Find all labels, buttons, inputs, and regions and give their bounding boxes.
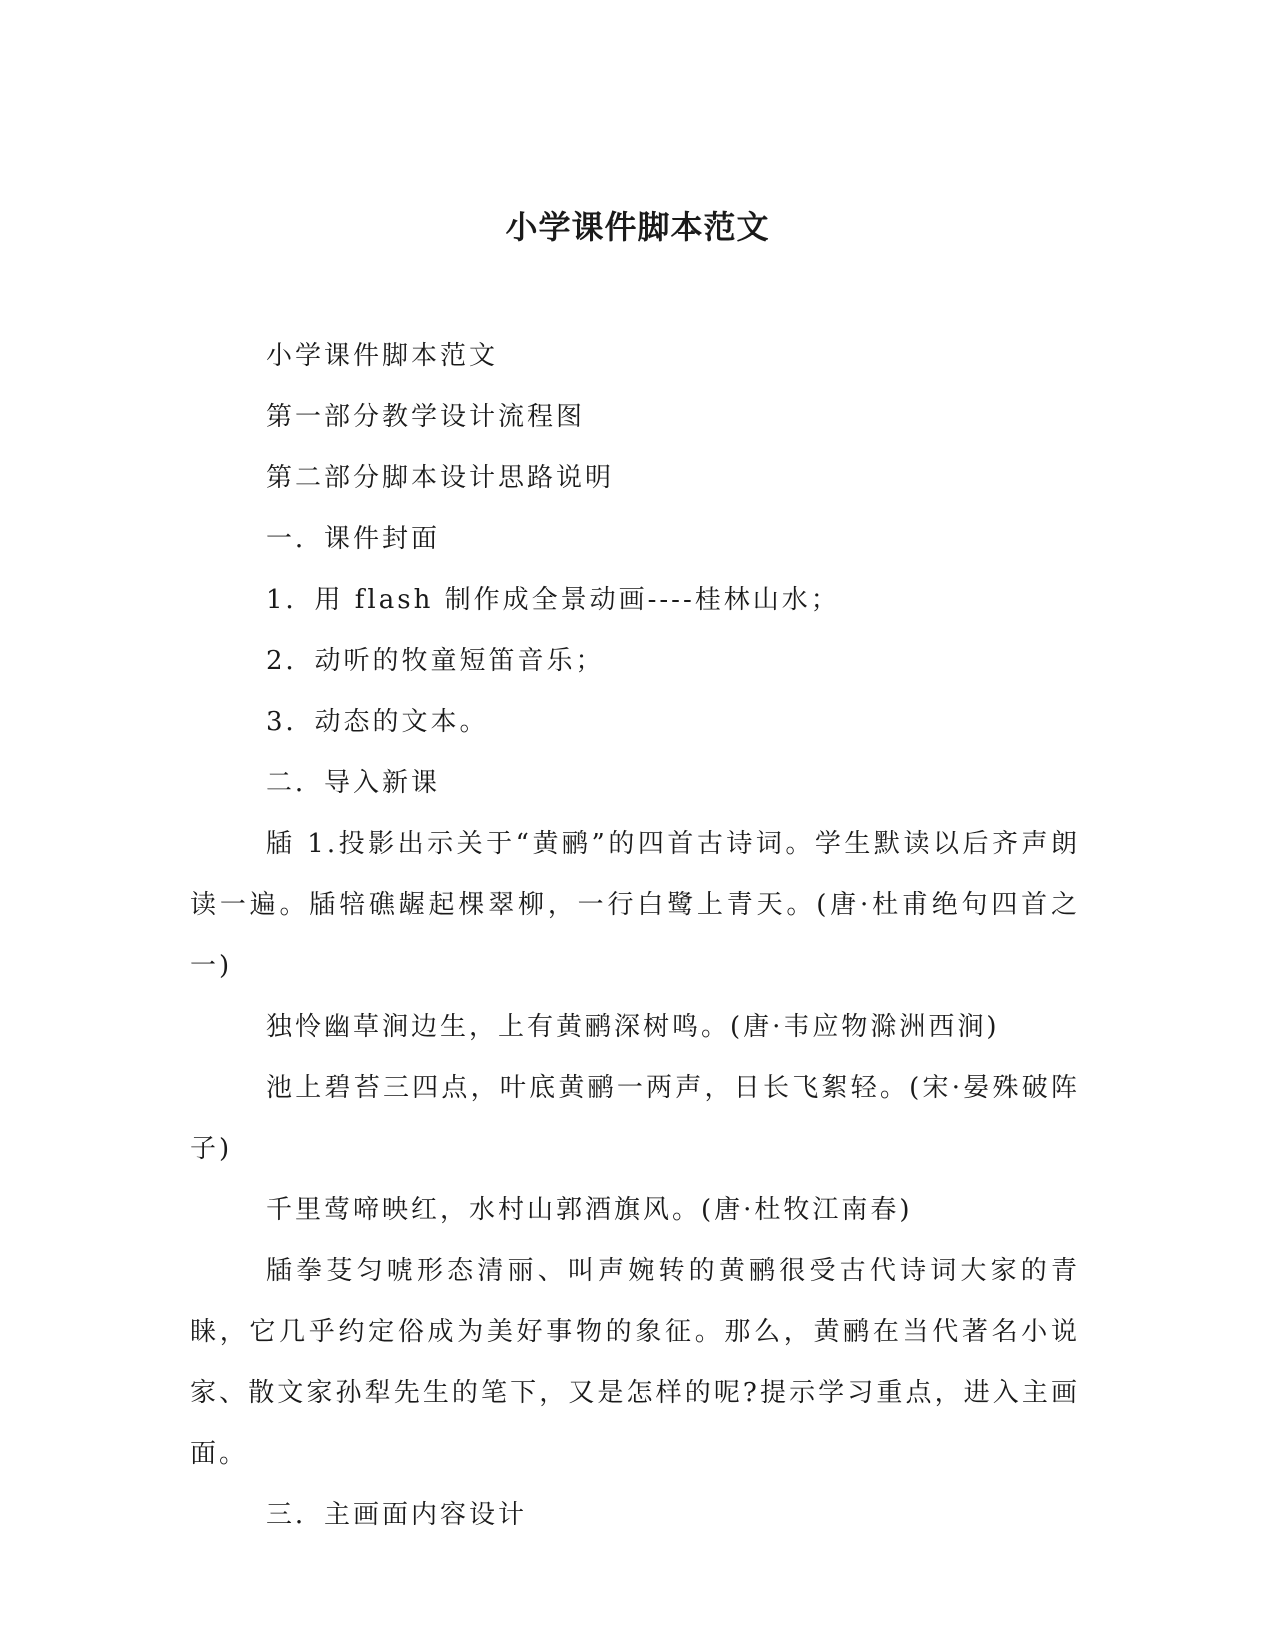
document-body xyxy=(190,326,1080,1546)
paragraph-poem-intro: 牐 1.投影出示关于“黄鹂”的四首古诗词。学生默读以后齐声朗读一遍。牐犃礁龌起棵翠柳，一行白鹭上青天。(唐·杜甫绝句四首之一) xyxy=(190,829,1080,981)
section-heading-main: 三．主画面内容设计 xyxy=(266,1500,528,1530)
paragraph-summary: 牐拳芟匀唬形态清丽、叫声婉转的黄鹂很受古代诗词大家的青睐，它几乎约定俗成为美好事物的象征。那么，黄鹂在当代著名小说家、散文家孙犁先生的笔下，又是怎样的呢?提示学习重点，进入主画面。 xyxy=(190,1256,1080,1469)
paragraph-part-two: 第二部分脚本设计思路说明 xyxy=(266,463,615,493)
page-title: 小学课件脚本范文 xyxy=(505,208,770,246)
list-item-3: 3．动态的文本。 xyxy=(266,707,489,737)
paragraph-poem-4: 千里莺啼映红，水村山郭酒旗风。(唐·杜牧江南春) xyxy=(266,1195,913,1225)
paragraph-part-one: 第一部分教学设计流程图 xyxy=(266,402,586,432)
paragraph-poem-2: 独怜幽草涧边生，上有黄鹂深树鸣。(唐·韦应物滁洲西涧) xyxy=(266,1012,1000,1042)
list-item-2: 2．动听的牧童短笛音乐； xyxy=(266,646,605,676)
section-heading-cover: 一．课件封面 xyxy=(266,524,441,554)
paragraph-heading-repeat: 小学课件脚本范文 xyxy=(266,341,499,371)
paragraph-poem-3: 池上碧苔三四点，叶底黄鹂一两声，日长飞絮轻。(宋·晏殊破阵子) xyxy=(190,1073,1080,1164)
section-heading-intro: 二．导入新课 xyxy=(266,768,441,798)
list-item-1: 1．用 flash 制作成全景动画----桂林山水； xyxy=(266,585,840,615)
